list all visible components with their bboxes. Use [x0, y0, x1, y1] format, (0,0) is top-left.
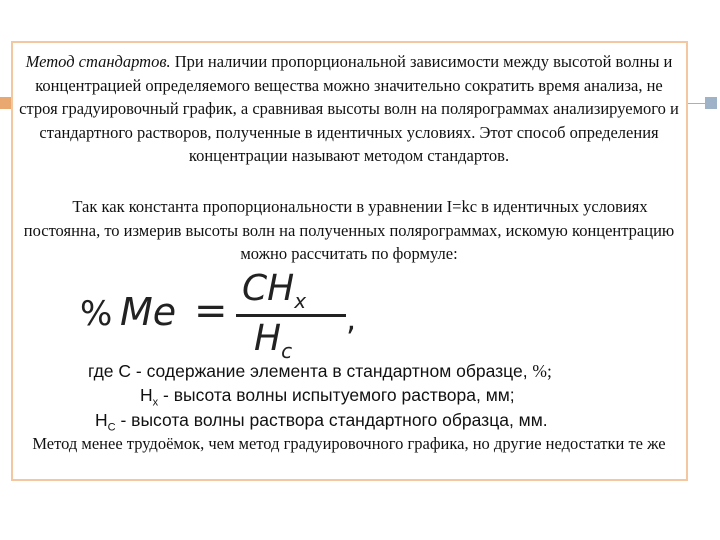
accent-square-right [705, 97, 717, 109]
formula-percent: % [80, 294, 113, 334]
formula-denominator: $H_c$ [254, 318, 293, 364]
paragraph-conclusion: Метод менее трудоёмок, чем метод градуировочного графика, но другие недостатки те же [32, 434, 666, 453]
accent-line-right [688, 103, 705, 104]
formula-equals: = [194, 288, 228, 334]
formula-comma: , [346, 300, 357, 338]
formula-me: Me [120, 290, 177, 334]
paragraph-method-description [14, 50, 684, 168]
method-description: При наличии пропорциональной зависимости между высотой волны и концентрацией определяемого вещества можно значительно сократить время анализа, не строя градуировочный график, а сравнивая высоты волн на полярограммах анализируемого и стандартного растворов, полученные в идентичных условиях. Этот способ определения концентрации называют методом стандартов. [19, 52, 679, 165]
definition-hc: $Н_С$ - высота волны раствора стандартного образца, мм. [95, 410, 548, 434]
formula-numerator: $CH_x$ [242, 268, 307, 314]
definition-c: где С - содержание элемента в стандартном образце, %; [88, 361, 552, 381]
paragraph-proportionality [14, 195, 684, 266]
method-title: Метод стандартов. [25, 52, 171, 71]
formula [76, 268, 376, 364]
fraction-line [236, 314, 346, 317]
proportionality-text: Так как константа пропорциональности в уравнении I=kc в идентичных условиях постоянна, то измерив высоты волн на полученных полярограммах, искомую концентрацию можно рассчитать по формуле: [23, 197, 675, 263]
definition-hx: $Н_х$ - высота волны испытуемого раствора, мм; [140, 385, 515, 409]
